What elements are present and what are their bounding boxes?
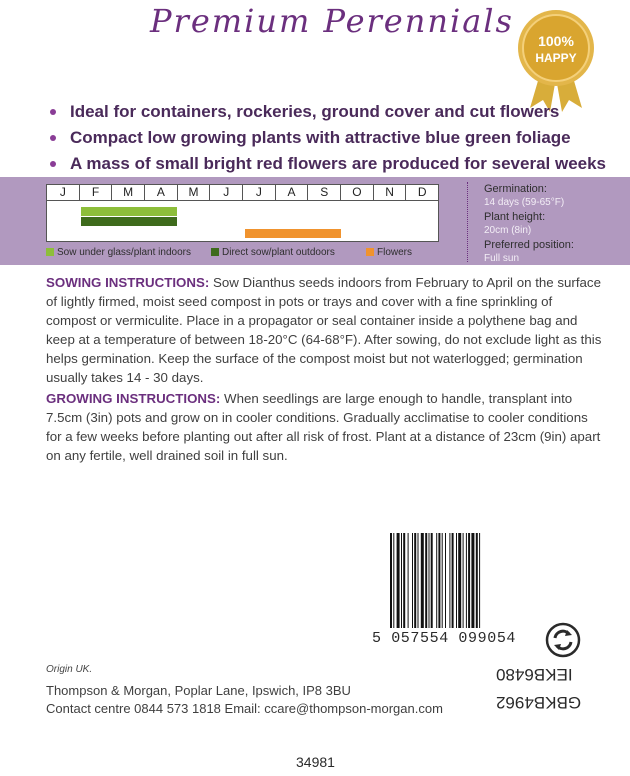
bullet-icon xyxy=(50,109,56,115)
position-label: Preferred position: xyxy=(484,239,574,251)
growing-text: When seedlings are large enough to handle, transplant into 7.5cm (3in) pots and grow on in cooler conditions. Gradually acclimatise to cooler conditions for a few weeks before planting out after all risk of frost. Plant at a distance of 23cm (9in) apart on any fertile, well drained soil in full sun. xyxy=(46,391,601,463)
guarantee-seal-icon xyxy=(510,8,602,112)
barcode-digits: 5 057554 099054 xyxy=(372,630,517,647)
legend-flowers: Flowers xyxy=(366,247,412,259)
sowing-text: Sow Dianthus seeds indoors from February to April on the surface of lightly firmed, moist seed compost in pots or trays and cover with a fine sprinkling of compost or vermiculite. Place in a propagator or seal container inside a polythene bag and keep at a temperature of between 18-20°C (64-68°F). After sowing, do not exclude light as this helps germination. Keep the surface of the compost moist but not waterlogged; germination usually takes 14 - 30 days. xyxy=(46,275,602,385)
month-cell: D xyxy=(417,185,427,199)
legend-sow-indoors: Sow under glass/plant indoors xyxy=(46,247,191,259)
swatch-icon xyxy=(211,248,219,256)
month-cell: M xyxy=(178,185,211,200)
seal-percent: 100% xyxy=(538,33,574,49)
bullet-icon xyxy=(50,135,56,141)
month-cell: J xyxy=(243,185,276,200)
month-cell: J xyxy=(210,185,243,200)
month-cell: S xyxy=(308,185,341,200)
legend-direct-sow: Direct sow/plant outdoors xyxy=(211,247,335,259)
origin-text: Origin UK. xyxy=(46,664,93,675)
month-cell: O xyxy=(341,185,374,200)
feature-list xyxy=(46,100,606,178)
growing-info xyxy=(484,183,624,267)
sowing-instructions xyxy=(46,273,606,387)
page-title: Premium Perennials xyxy=(150,2,514,40)
month-cell: J xyxy=(47,185,80,200)
direct-sow-bar xyxy=(81,217,177,226)
barcode xyxy=(388,533,526,628)
germination-label: Germination: xyxy=(484,183,547,195)
recycle-icon xyxy=(545,622,581,658)
feature-item: Ideal for containers, rockeries, ground cover and cut flowers xyxy=(46,100,606,126)
feature-item: A mass of small bright red flowers are produced for several weeks xyxy=(46,152,606,178)
pack-code: 34981 xyxy=(296,754,335,770)
sowing-calendar xyxy=(46,184,439,242)
swatch-icon xyxy=(46,248,54,256)
germination-value: 14 days (59-65°F) xyxy=(484,197,565,208)
flowers-bar xyxy=(245,229,341,238)
info-divider xyxy=(467,182,468,262)
month-cell: A xyxy=(276,185,309,200)
swatch-icon xyxy=(366,248,374,256)
seal-happy: HAPPY xyxy=(535,51,577,65)
height-value: 20cm (8in) xyxy=(484,225,532,236)
month-cell: A xyxy=(145,185,178,200)
position-value: Full sun xyxy=(484,253,520,264)
bullet-icon xyxy=(50,161,56,167)
company-address: Thompson & Morgan, Poplar Lane, Ipswich, IP8 3BU xyxy=(46,683,351,698)
month-row xyxy=(47,185,438,201)
product-code-upper: IEKB6480 xyxy=(496,665,573,684)
product-code-lower: GBKB4962 xyxy=(496,693,582,712)
feature-item: Compact low growing plants with attractive blue green foliage xyxy=(46,126,606,152)
growing-heading: GROWING INSTRUCTIONS: xyxy=(46,391,221,406)
month-cell: F xyxy=(80,185,113,200)
month-cell: N xyxy=(374,185,407,200)
sowing-heading: SOWING INSTRUCTIONS: xyxy=(46,275,210,290)
month-cell: M xyxy=(112,185,145,200)
contact-details: Contact centre 0844 573 1818 Email: ccare@thompson-morgan.com xyxy=(46,701,443,716)
sow-indoors-bar xyxy=(81,207,177,216)
growing-instructions xyxy=(46,389,606,465)
height-label: Plant height: xyxy=(484,211,546,223)
